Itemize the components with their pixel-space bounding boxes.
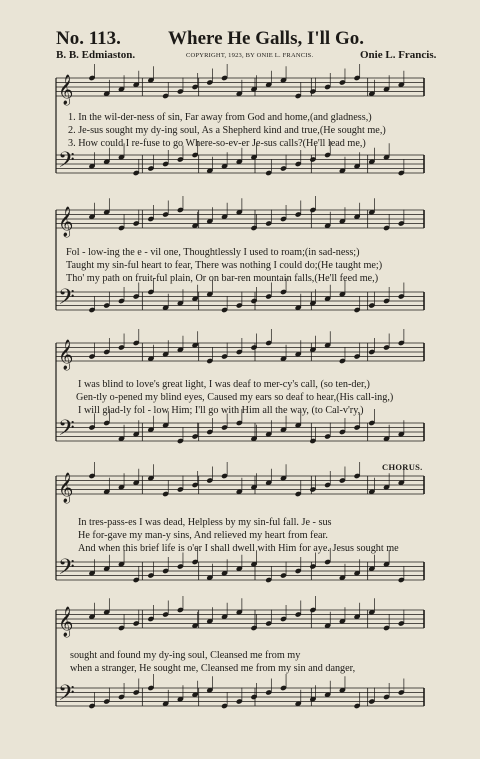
hymn-title: Where He Galls, I'll Go. [168,28,364,49]
lyric-line: 2. Je-sus sought my dy-ing soul, As a Shepherd kind and true,(He sought me,) [68,125,386,136]
composer: Onie L. Francis. [360,49,437,61]
lyric-line: 1. In the wil-der-ness of sin, Far away from God and home,(and gladness,) [68,112,372,123]
lyric-line: He for-gave my man-y sins, And relieved my heart from fear. [78,530,328,541]
chorus-label: CHORUS. [382,462,423,472]
lyric-line: sought and found my dy-ing soul, Cleansed me from my [70,650,301,661]
lyric-line: Fol - low-ing the e - vil one, Thoughtlessly I used to roam;(in sad-ness;) [66,247,360,258]
lyric-line: In tres-pass-es I was dead, Helpless by my sin-ful fall. Je - sus [78,517,332,528]
lyric-line: And when this brief life is o'er I shall dwell with Him for aye. Jesus sought me [78,543,399,554]
lyric-line: Taught my sin-ful heart to fear, There was nothing I could do;(He taught me;) [66,260,383,271]
bass-clef-icon: 𝄢 [58,148,75,178]
lyric-line: Gen-tly o-pened my blind eyes, Caused my ears so deaf to hear,(His call-ing,) [76,392,394,403]
lyric-line: when a stranger, He sought me, Cleansed me from my sin and danger, [70,663,356,674]
lyric-line: Tho' my path on fruit-ful plain, Or on bar-ren mountain falls,(He'll feed me,) [66,273,379,284]
lyricist: B. B. Edmiaston. [56,49,136,61]
lyric-line: I was blind to love's great light, I was deaf to mer-cy's call, (so ten-der,) [78,379,370,390]
treble-clef-icon: 𝄞 [58,207,74,237]
bass-clef-icon: 𝄢 [58,555,75,585]
treble-clef-icon: 𝄞 [58,607,74,637]
treble-clef-icon: 𝄞 [58,75,74,105]
lyric-line: I will glad-ly fol - low Him; I'll go with Him all the way, (to Cal-v'ry,) [78,405,364,416]
treble-clef-icon: 𝄞 [58,473,74,503]
copyright-notice: COPYRIGHT, 1923, BY ONIE L. FRANCIS. [186,52,314,59]
treble-clef-icon: 𝄞 [58,340,74,370]
hymn-number: No. 113. [56,28,121,49]
bass-clef-icon: 𝄢 [58,681,75,711]
bass-clef-icon: 𝄢 [58,416,75,446]
lyric-line: 3. How could I re-fuse to go Where-so-ev-er Je-sus calls?(He'll lead me,) [68,138,366,149]
bass-clef-icon: 𝄢 [58,285,75,315]
